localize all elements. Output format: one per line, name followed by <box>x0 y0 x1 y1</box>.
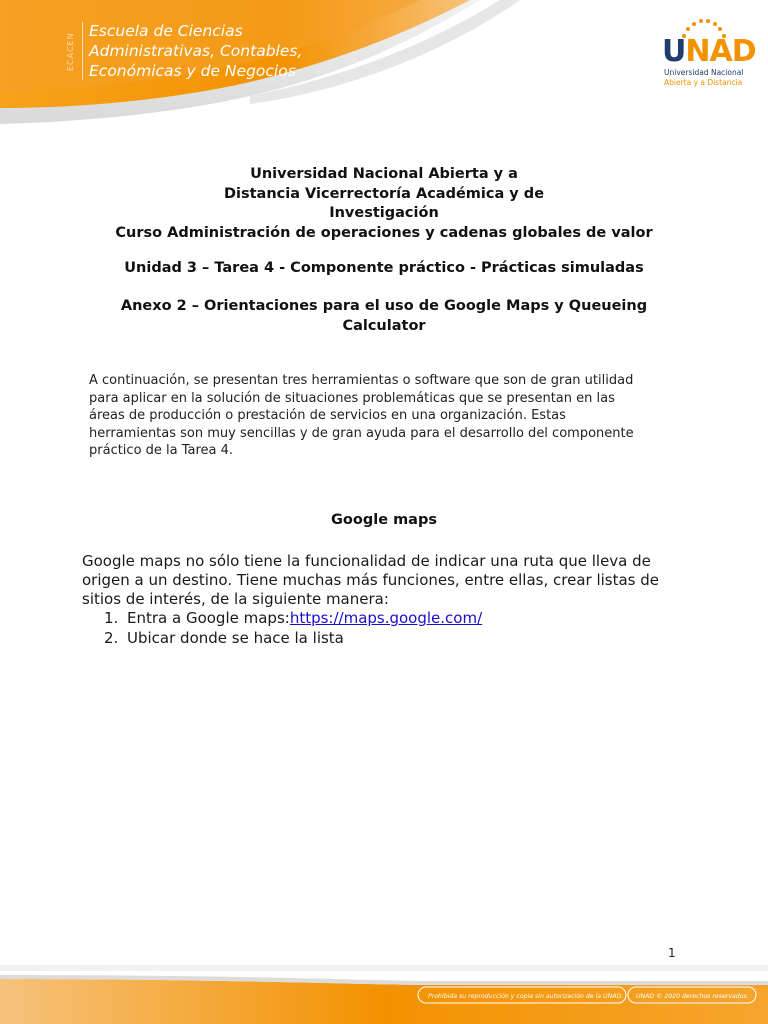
paragraph-line: práctico de la Tarea 4. <box>89 443 234 459</box>
steps-list <box>104 608 482 648</box>
title-line: Investigación <box>329 205 439 221</box>
paragraph-line: herramientas son muy sencillas y de gran ayuda para el desarrollo del componente <box>89 425 634 441</box>
header-banner <box>0 0 768 150</box>
unad-logo <box>658 18 754 92</box>
list-item <box>104 628 482 648</box>
section-paragraph <box>82 552 702 609</box>
intro-paragraph <box>89 372 689 460</box>
faculty-code: ECACEN <box>66 32 75 72</box>
paragraph-line: áreas de producción o prestación de servicios en una organización. Estas <box>89 408 566 424</box>
school-line: Escuela de Ciencias <box>89 22 243 40</box>
page-number: 1 <box>668 946 676 960</box>
title-block <box>60 165 708 243</box>
logo-subtitle: Universidad Nacional <box>664 68 744 77</box>
paragraph-line: origen a un destino. Tiene muchas más funciones, entre ellas, crear listas de <box>82 571 660 589</box>
footer-rights: UNAD © 2020 derechos reservados. <box>636 993 749 1000</box>
section-heading: Google maps <box>331 512 437 528</box>
annex-title <box>60 297 708 336</box>
footer-banner <box>0 965 768 1024</box>
unit-title: Unidad 3 – Tarea 4 - Componente práctico - Prácticas simuladas <box>124 260 644 276</box>
list-text: Ubicar donde se hace la lista <box>127 629 344 647</box>
school-line: Administrativas, Contables, <box>89 42 303 60</box>
school-name <box>89 21 302 81</box>
list-text: Entra a Google maps: <box>127 609 290 627</box>
paragraph-line: sitios de interés, de la siguiente manera: <box>82 590 389 608</box>
header-divider <box>82 22 83 80</box>
title-line: Universidad Nacional Abierta y a <box>250 166 518 182</box>
logo-subtitle: Abierta y a Distancia <box>664 78 743 87</box>
paragraph-line: para aplicar en la solución de situaciones problemáticas que se presentan en las <box>89 390 615 406</box>
google-maps-link[interactable]: https://maps.google.com/ <box>289 609 483 627</box>
course-title: Curso Administración de operaciones y cadenas globales de valor <box>115 224 653 241</box>
list-number: 2. <box>104 629 119 647</box>
title-line: Distancia Vicerrectoría Académica y de <box>223 185 545 202</box>
list-number: 1. <box>104 609 119 627</box>
annex-line: Calculator <box>342 317 426 334</box>
school-line: Económicas y de Negocios <box>89 62 296 80</box>
annex-line: Anexo 2 – Orientaciones para el uso de Google Maps y Queueing <box>120 298 648 314</box>
list-item <box>104 608 482 628</box>
footer-copyright-notice: Prohibida su reproducción y copia sin autorización de la UNAD. <box>428 993 624 1000</box>
paragraph-line: A continuación, se presentan tres herramientas o software que son de gran utilidad <box>89 373 634 388</box>
paragraph-line: Google maps no sólo tiene la funcionalidad de indicar una ruta que lleva de <box>82 552 651 570</box>
logo-wordmark: UNAD <box>662 34 756 69</box>
